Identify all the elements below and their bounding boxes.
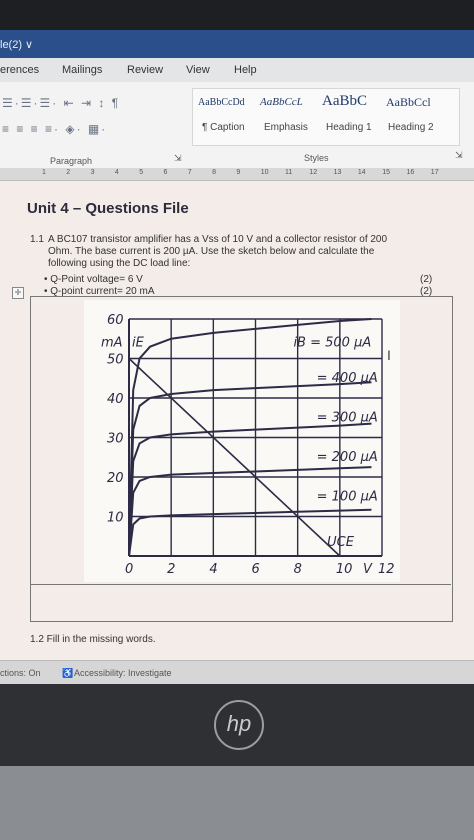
bullet-q-point-voltage: • Q-Point voltage= 6 V xyxy=(44,274,143,285)
status-bar xyxy=(0,660,474,685)
accessibility-icon: ♿ xyxy=(62,668,74,678)
style-sample-heading-2[interactable]: AaBbCcl xyxy=(386,95,431,109)
style-name-emphasis: Emphasis xyxy=(264,122,308,133)
ruler-tick-label: 9 xyxy=(236,169,241,176)
ruler-tick-label: 8 xyxy=(212,169,216,176)
y-tick-label: 30 xyxy=(107,431,124,447)
style-sample-caption[interactable]: AaBbCcDd xyxy=(198,97,245,108)
styles-group-label: Styles xyxy=(304,153,329,163)
x-tick-label: 12 xyxy=(378,562,395,577)
ruler-tick-label: 2 xyxy=(66,169,71,176)
chart xyxy=(84,300,400,582)
y-tick-label: 60 xyxy=(107,313,124,328)
horizontal-ruler[interactable] xyxy=(0,168,474,181)
series-label-300: = 300 µA xyxy=(316,410,378,426)
paragraph-launcher-icon[interactable]: ⇲ xyxy=(174,153,182,163)
page-heading: Unit 4 – Questions File xyxy=(27,200,189,217)
style-sample-emphasis[interactable]: AaBbCcL xyxy=(260,96,303,108)
x-tick-label: 6 xyxy=(251,562,260,577)
status-track-changes[interactable]: ctions: On xyxy=(0,668,41,678)
mark-1: (2) xyxy=(420,274,433,285)
ruler-tick-label: 17 xyxy=(430,169,439,176)
tab-references[interactable]: erences xyxy=(0,64,40,76)
series-label-500: iB = 500 µA xyxy=(293,335,372,351)
x-unit-label: V xyxy=(363,562,372,577)
ribbon-tabs xyxy=(0,58,474,83)
mark-2: (2) xyxy=(420,286,433,297)
styles-launcher-icon[interactable]: ⇲ xyxy=(455,150,463,160)
y-tick-label: 20 xyxy=(107,471,124,486)
screen-bezel-top xyxy=(0,0,474,30)
ruler-tick-label: 14 xyxy=(357,169,366,176)
x-tick-label: 2 xyxy=(167,562,176,577)
list-buttons[interactable]: ☰·☰·☰· ⇤ ⇥ ↕ ¶ xyxy=(2,96,121,110)
table-row-divider xyxy=(30,584,451,585)
ruler-tick-label: 12 xyxy=(309,169,318,176)
hp-logo: hp xyxy=(214,700,264,750)
series-label-400: = 400 µA xyxy=(316,371,378,387)
ruler-tick-label: 5 xyxy=(139,169,144,176)
ruler-tick-label: 3 xyxy=(90,169,95,176)
table-move-handle-icon[interactable]: ✛ xyxy=(12,287,24,299)
series-label-100: = 100 µA xyxy=(316,489,378,505)
title-bar xyxy=(0,30,474,58)
ruler-tick-label: 4 xyxy=(114,169,119,176)
x-tick-label: 8 xyxy=(293,562,302,577)
question-text: A BC107 transistor amplifier has a Vss of 10 V and a collector resistor of 200 Ohm. The base current is 200 µA. Use the sketch below and calculate the following using the DC load line: xyxy=(48,234,388,269)
ruler-tick-label: 16 xyxy=(406,169,415,176)
style-sample-heading-1[interactable]: AaBbC xyxy=(322,93,367,109)
tab-review[interactable]: Review xyxy=(127,64,164,76)
y-tick-label: 10 xyxy=(107,510,124,526)
y-tick-label: 40 xyxy=(107,392,124,407)
tab-view[interactable]: View xyxy=(186,64,210,76)
document-title: le(2) ∨ xyxy=(0,39,34,51)
laptop-base xyxy=(0,766,474,840)
style-name-heading-1: Heading 1 xyxy=(326,122,372,133)
ruler-tick-label: 13 xyxy=(333,169,342,176)
x-tick-label: 0 xyxy=(125,562,134,577)
style-name-caption: ¶ Caption xyxy=(202,122,245,133)
style-name-heading-2: Heading 2 xyxy=(388,122,434,133)
tab-help[interactable]: Help xyxy=(234,64,257,76)
y-tick-label: 50 xyxy=(107,352,124,368)
ruler-tick-label: 10 xyxy=(260,169,269,176)
text-cursor-icon: I xyxy=(387,347,391,363)
ruler-tick-label: 7 xyxy=(187,169,192,176)
bullet-q-point-current: • Q-point current= 20 mA xyxy=(44,286,155,297)
series-label-200: = 200 µA xyxy=(316,450,378,466)
ruler-tick-label: 15 xyxy=(382,169,390,176)
ruler-tick-label: 11 xyxy=(285,169,293,176)
ruler-tick-label: 6 xyxy=(163,169,168,176)
ruler-tick-label: 1 xyxy=(42,169,46,176)
y-axis-label: iE xyxy=(132,335,144,351)
align-buttons[interactable]: ≡ ≡ ≡ ≡· ◈· ▦· xyxy=(2,122,108,136)
paragraph-group-label: Paragraph xyxy=(50,156,93,166)
y-unit-label: mA xyxy=(101,335,123,351)
x-axis-label: UCE xyxy=(327,535,354,551)
question-number: 1.1 xyxy=(30,234,44,245)
status-accessibility[interactable]: Accessibility: Investigate xyxy=(74,668,172,678)
question-1-2: 1.2 Fill in the missing words. xyxy=(30,634,156,645)
x-tick-label: 10 xyxy=(335,562,353,577)
x-tick-label: 4 xyxy=(209,562,218,577)
tab-mailings[interactable]: Mailings xyxy=(62,64,103,76)
